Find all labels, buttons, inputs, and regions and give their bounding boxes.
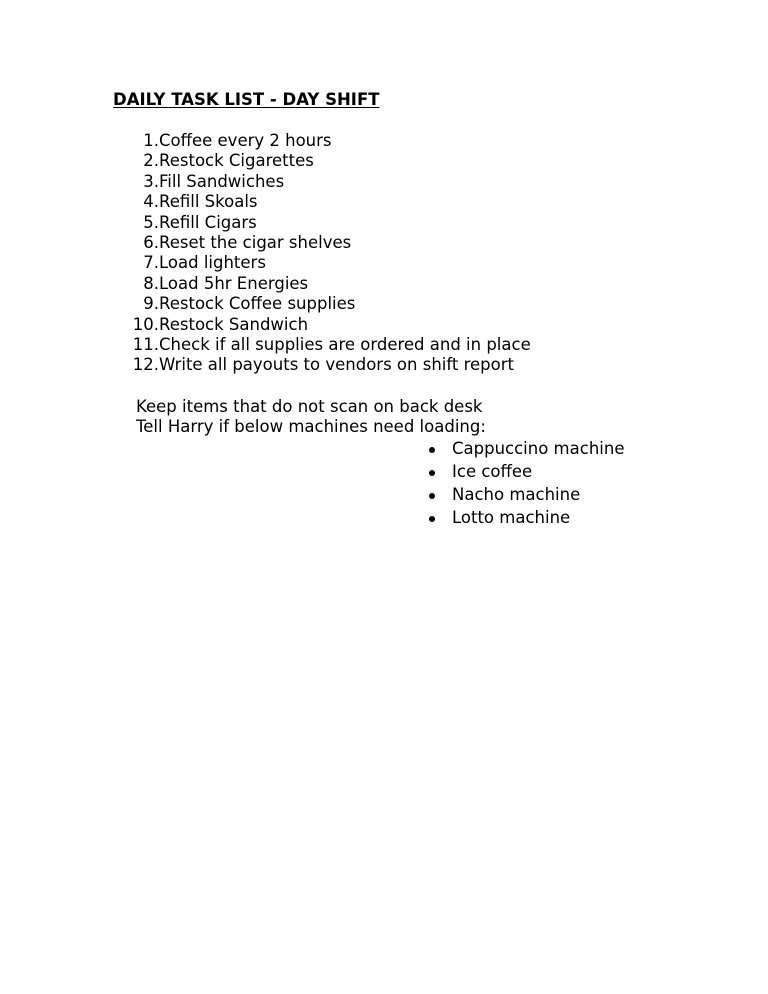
machine-label: Ice coffee bbox=[452, 462, 533, 482]
task-text: Refill Cigars bbox=[159, 212, 257, 232]
task-text: Restock Cigarettes bbox=[159, 151, 314, 171]
task-text: Load 5hr Energies bbox=[159, 273, 309, 293]
task-number: 7. bbox=[143, 253, 159, 273]
task-text: Restock Sandwich bbox=[159, 314, 309, 334]
machine-item bbox=[425, 507, 624, 530]
machine-label: Nacho machine bbox=[452, 485, 581, 505]
note-keep-items: Keep items that do not scan on back desk bbox=[136, 397, 483, 416]
task-item bbox=[120, 274, 531, 294]
task-item bbox=[120, 213, 531, 233]
task-number: 5. bbox=[143, 212, 159, 232]
task-item bbox=[120, 151, 531, 171]
bullet-icon bbox=[429, 447, 435, 453]
bullet-icon bbox=[429, 470, 435, 476]
task-item bbox=[120, 335, 531, 355]
task-item bbox=[120, 253, 531, 273]
bullet-icon bbox=[429, 516, 435, 522]
task-item bbox=[120, 192, 531, 212]
machine-label: Cappuccino machine bbox=[452, 439, 625, 459]
task-list bbox=[120, 131, 531, 376]
task-item bbox=[120, 172, 531, 192]
machine-label: Lotto machine bbox=[452, 508, 571, 528]
task-text: Fill Sandwiches bbox=[159, 171, 285, 191]
task-number: 12. bbox=[132, 355, 159, 375]
task-text: Check if all supplies are ordered and in place bbox=[159, 334, 531, 354]
page-title: DAILY TASK LIST - DAY SHIFT bbox=[113, 90, 380, 109]
task-text: Restock Coffee supplies bbox=[159, 294, 356, 314]
task-text: Coffee every 2 hours bbox=[159, 131, 332, 150]
machine-item bbox=[425, 461, 624, 484]
task-item bbox=[120, 294, 531, 314]
task-number: 2. bbox=[143, 151, 159, 171]
task-number: 6. bbox=[143, 232, 159, 252]
task-number: 8. bbox=[143, 273, 159, 293]
task-text: Refill Skoals bbox=[159, 192, 258, 212]
task-item bbox=[120, 233, 531, 253]
task-text: Reset the cigar shelves bbox=[159, 232, 352, 252]
task-number: 11. bbox=[132, 334, 159, 354]
task-number: 10. bbox=[132, 314, 159, 334]
machine-item bbox=[425, 484, 624, 507]
task-number: 4. bbox=[143, 192, 159, 212]
task-text: Load lighters bbox=[159, 253, 266, 273]
task-number: 1. bbox=[143, 131, 159, 150]
task-text: Write all payouts to vendors on shift report bbox=[159, 355, 514, 375]
machine-list bbox=[425, 438, 624, 530]
note-tell-harry: Tell Harry if below machines need loading: bbox=[136, 417, 486, 437]
bullet-icon bbox=[429, 493, 435, 499]
task-item bbox=[120, 131, 531, 151]
machine-item bbox=[425, 438, 624, 461]
task-item bbox=[120, 355, 531, 375]
task-number: 9. bbox=[143, 294, 159, 314]
task-item bbox=[120, 315, 531, 335]
task-number: 3. bbox=[143, 171, 159, 191]
notes-section bbox=[136, 397, 486, 438]
